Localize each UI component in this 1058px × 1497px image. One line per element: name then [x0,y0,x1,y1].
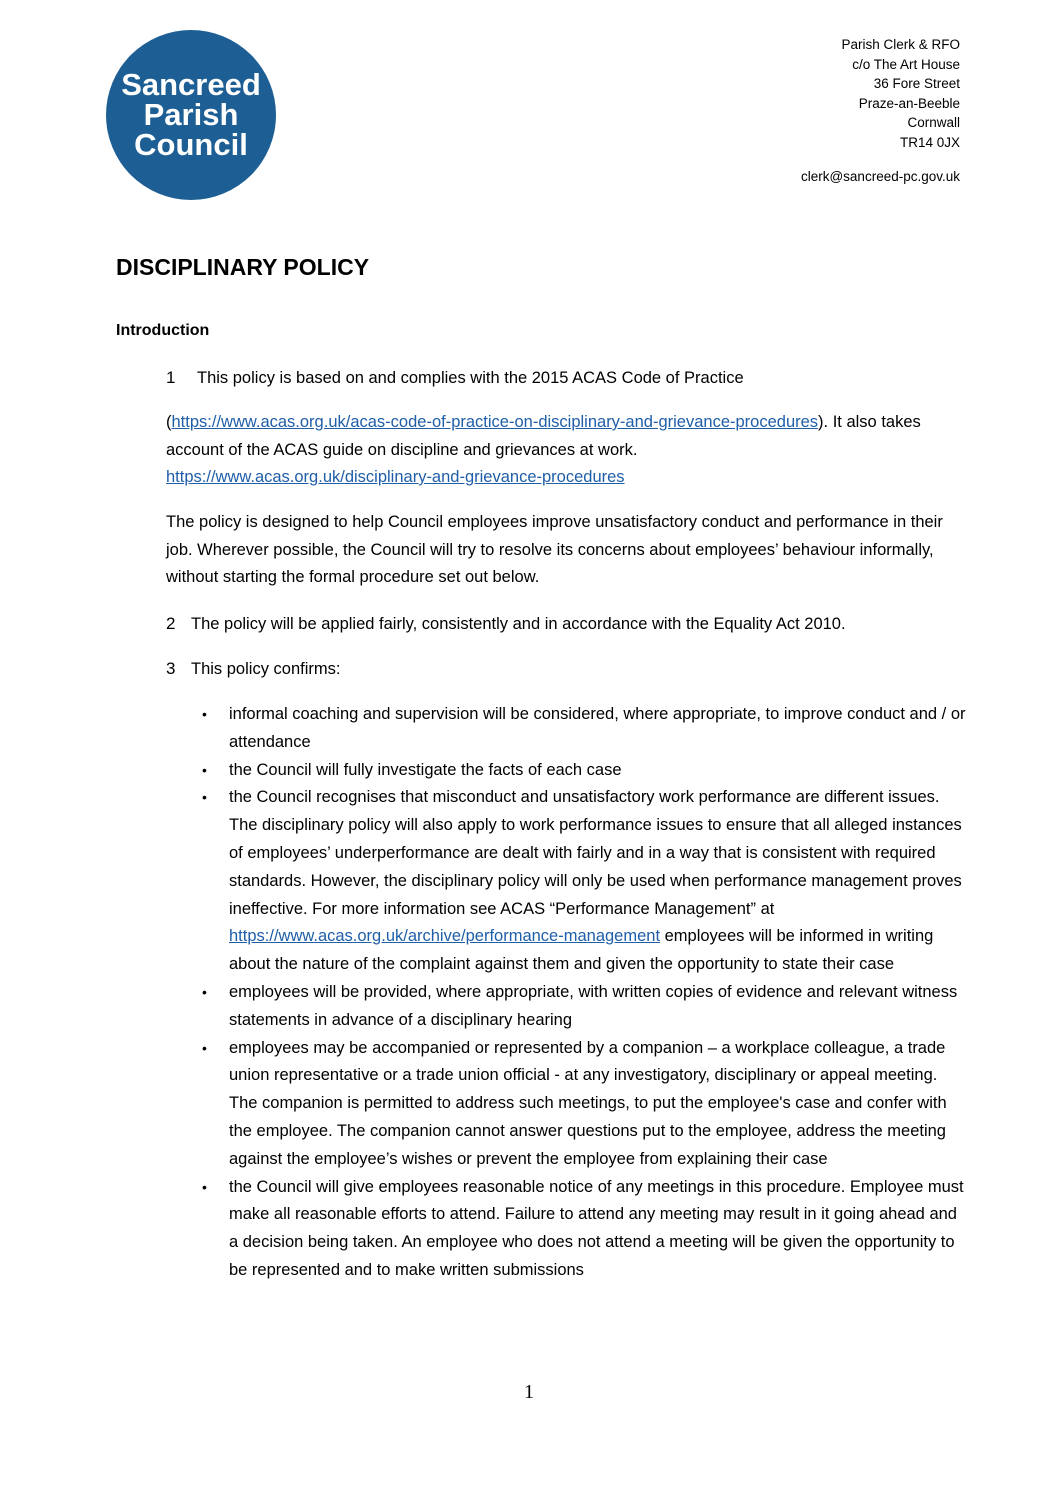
list-item [166,784,966,979]
paragraph-1 [166,364,966,393]
address-line: Praze-an-Beeble [858,95,960,111]
list-item-text: the Council recognises that misconduct and unsatisfactory work performance are different issues. The disciplinary policy will also apply to work performance issues to ensure that all alleged instances of employees’ underperformance are dealt with fairly and in a way that is consistent with required standards. However, the disciplinary policy will only be used when performance management proves ineffective. For more information see ACAS “Performance Management” at [229,788,962,918]
bullet-icon: • [202,706,207,722]
clerk-email: clerk@sancreed-pc.gov.uk [800,169,960,184]
acas-code-link[interactable]: https://www.acas.org.uk/acas-code-of-practice-on-disciplinary-and-grievance-procedures [171,413,819,431]
paragraph-1-cont-text: ). It also takes account of the ACAS guide on discipline and grievances at work. [166,413,921,459]
bullet-icon: • [202,761,207,778]
document-title: DISCIPLINARY POLICY [116,254,370,280]
list-item-text: employees will be provided, where appropriate, with written copies of evidence and relevant witness statements in advance of a disciplinary hearing [229,982,958,1029]
list-item-text: informal coaching and supervision will be considered, where appropriate, to improve conduct and / or attendance [229,705,966,751]
address-line: c/o The Art House [852,56,960,72]
page-number: 1 [524,1381,534,1403]
list-item [166,1035,966,1174]
bullet-icon: • [202,1039,207,1056]
list-item-text: the Council will give employees reasonable notice of any meetings in this procedure. Employee must make all reasonable efforts to attend. Failure to attend any meeting may result in it going ahead and a decision being taken. An employee who does not attend a meeting will be given the opportunity to be represented and to make written submissions [229,1177,964,1279]
logo-line-3: Council [134,127,248,162]
list-item-text: employees will be informed in writing about the nature of the complaint against them and given the opportunity to state their case [229,927,934,974]
address-line: Cornwall [907,115,960,130]
list-item [166,701,966,757]
address-line: 36 Fore Street [873,76,960,91]
paragraph-2 [166,610,966,639]
list-item [166,1174,966,1285]
address-block [801,35,960,187]
acas-guide-link[interactable]: https://www.acas.org.uk/disciplinary-and-grievance-procedures [166,468,625,486]
address-line: Parish Clerk & RFO [841,37,960,52]
bullet-icon: • [202,1178,207,1195]
list-item [166,757,966,785]
bullet-icon: • [202,983,207,1000]
paragraph-number: 3 [166,659,176,678]
paragraph-2-text: The policy will be applied fairly, consistently and in accordance with the Equality Act 2010. [191,615,846,633]
list-item-text: employees may be accompanied or represented by a companion – a workplace colleague, a trade union representative or a trade union official - at any investigatory, disciplinary or appeal meeting. The companion is permitted to address such meetings, to put the employee's case and confer with the employee. The companion cannot answer questions put to the employee, address the meeting against the employee’s wishes or prevent the employee from explaining their case [229,1038,947,1168]
council-logo [106,30,276,200]
paragraph-3 [166,655,966,684]
paragraph-design: The policy is designed to help Council employees improve unsatisfactory conduct and performance in their job. Wherever possible, the Council will try to resolve its concerns about employees’ behaviour informally, without starting the formal procedure set out below. [166,513,943,586]
open-paren: ( [166,413,172,431]
policy-bullet-list [166,701,966,1285]
paragraph-number: 2 [166,614,176,633]
bullet-icon: • [202,789,207,806]
logo-line-2: Parish [143,97,239,132]
list-item-text: the Council will fully investigate the facts of each case [229,760,622,779]
performance-management-link[interactable]: https://www.acas.org.uk/archive/performance-management [229,927,661,946]
list-item [166,979,966,1035]
address-line: TR14 0JX [899,134,960,150]
section-heading: Introduction [116,322,210,339]
paragraph-3-text: This policy confirms: [191,660,341,678]
logo-line-1: Sancreed [121,67,261,102]
paragraph-1-continued [166,409,966,492]
paragraph-number: 1 [166,368,176,387]
paragraph-1-text: This policy is based on and complies with the 2015 ACAS Code of Practice [197,369,744,387]
